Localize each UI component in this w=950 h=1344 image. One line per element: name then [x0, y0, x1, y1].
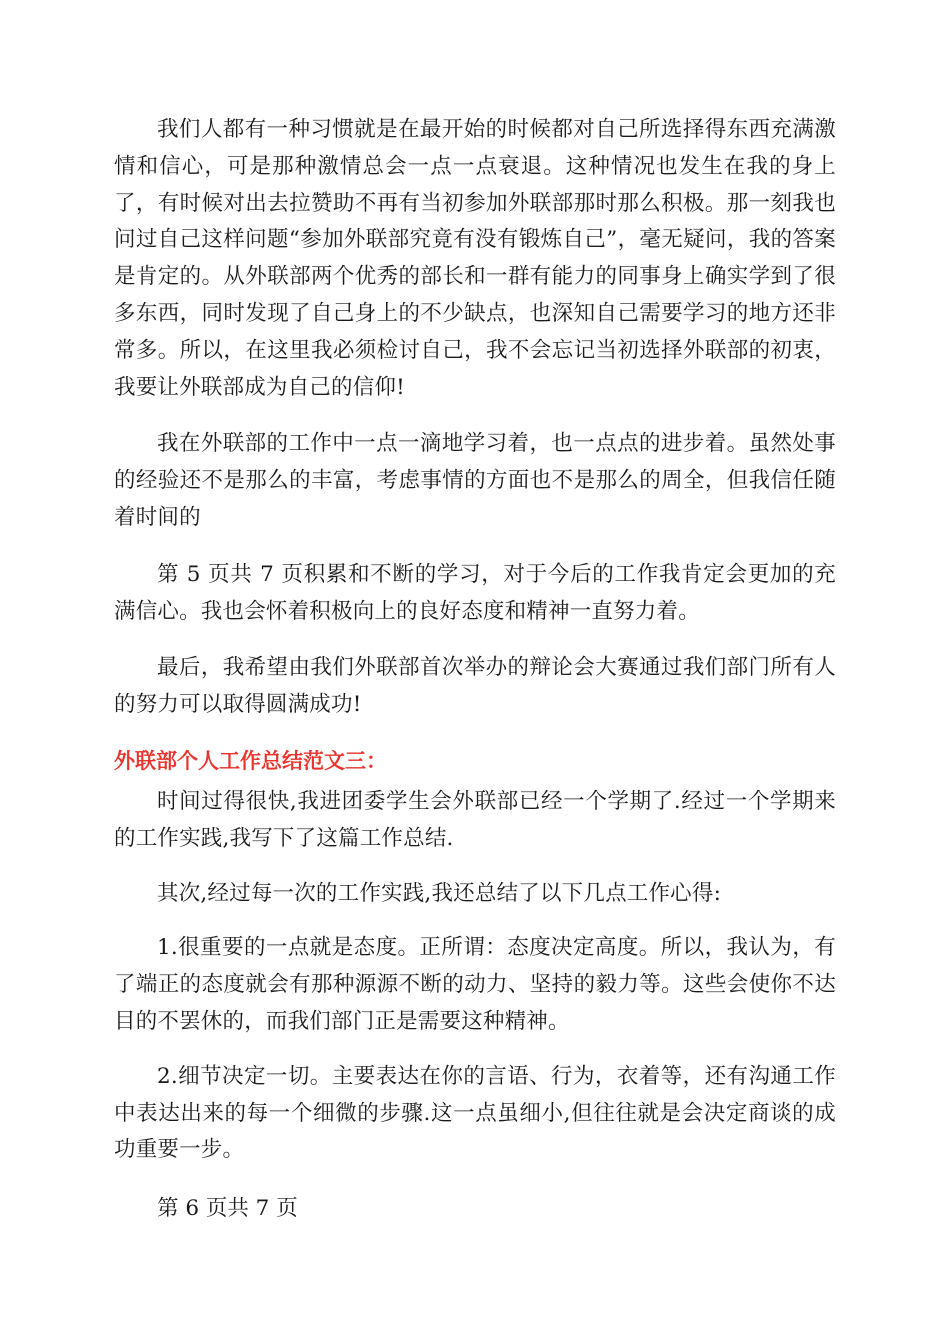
body-paragraph: 我们人都有一种习惯就是在最开始的时候都对自己所选择得东西充满激情和信心，可是那种激情总会一点一点衰退。这种情况也发生在我的身上了，有时候对出去拉赞助不再有当初参加外联部那时那么积极。那一刻我也问过自己这样问题“参加外联部究竟有没有锻炼自己”，毫无疑问，我的答案是肯定的。从外联部两个优秀的部长和一群有能力的同事身上确实学到了很多东西，同时发现了自己身上的不少缺点，也深知自己需要学习的地方还非常多。所以，在这里我必须检讨自己，我不会忘记当初选择外联部的初衷，我要让外联部成为自己的信仰! [114, 117, 836, 400]
body-paragraph: 时间过得很快,我进团委学生会外联部已经一个学期了.经过一个学期来的工作实践,我写下了这篇工作总结. [114, 788, 836, 851]
numbered-paragraph: 1.很重要的一点就是态度。正所谓：态度决定高度。所以，我认为，有了端正的态度就会有那种源源不断的动力、坚持的毅力等。这些会使你不达目的不罢休的，而我们部门正是需要这种精神。 [114, 935, 836, 1034]
document-body [114, 112, 836, 1227]
body-paragraph: 我在外联部的工作中一点一滴地学习着，也一点点的进步着。虽然处事的经验还不是那么的丰富，考虑事情的方面也不是那么的周全，但我信任随着时间的 [114, 431, 836, 530]
page-footer: 第 6 页共 7 页 [157, 1196, 298, 1222]
section-heading: 外联部个人工作总结范文三： [114, 748, 387, 773]
body-paragraph: 其次,经过每一次的工作实践,我还总结了以下几点工作心得: [157, 880, 722, 906]
body-paragraph: 第 5 页共 7 页积累和不断的学习，对于今后的工作我肯定会更加的充满信心。我也会怀着积极向上的良好态度和精神一直努力着。 [114, 561, 836, 624]
body-paragraph: 最后，我希望由我们外联部首次举办的辩论会大赛通过我们部门所有人的努力可以取得圆满成功! [114, 655, 836, 718]
numbered-paragraph: 2.细节决定一切。主要表达在你的言语、行为，衣着等，还有沟通工作中表达出来的每一个细微的步骤.这一点虽细小,但往往就是会决定商谈的成功重要一步。 [114, 1063, 836, 1163]
